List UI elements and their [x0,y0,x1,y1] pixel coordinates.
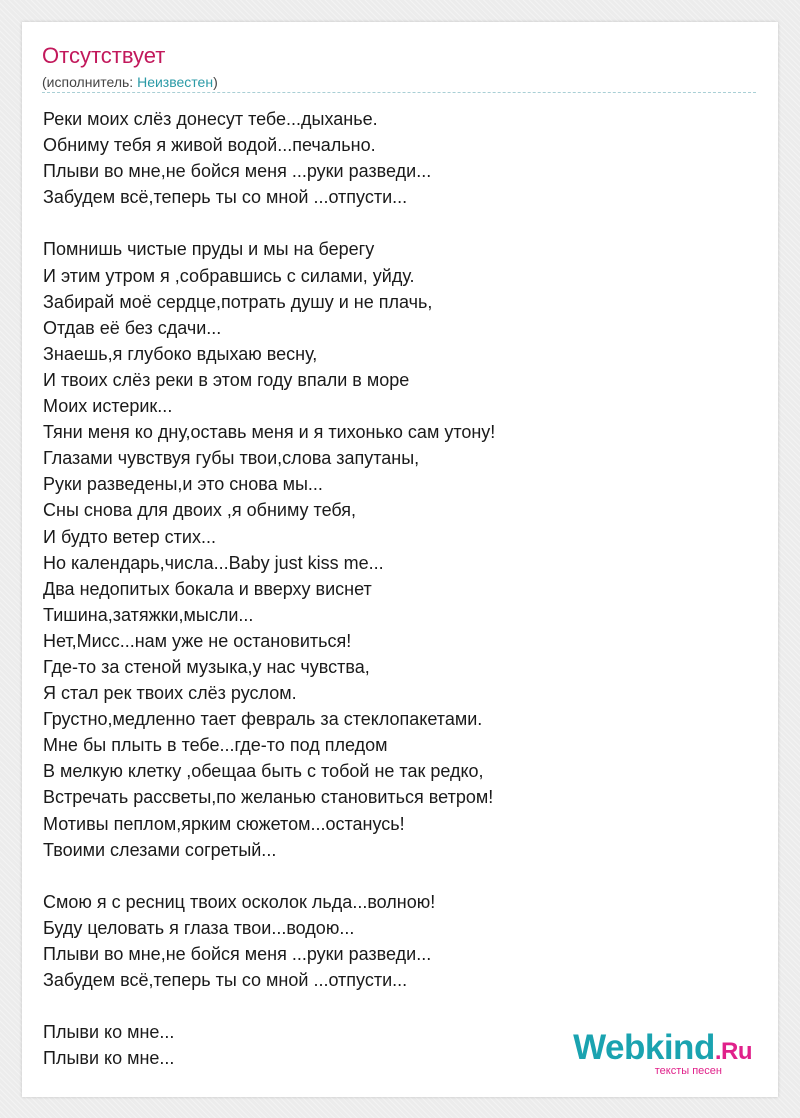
lyric-line: Смою я с ресниц твоих осколок льда...волною! [43,891,436,912]
lyric-line: Обниму тебя я живой водой...печально. [43,135,376,156]
lyric-line: Забирай моё сердце,потрать душу и не плачь, [43,291,433,312]
lyric-line: И этим утром я ,собравшись с силами, уйду. [43,265,415,286]
logo-domain-text: .Ru [714,1038,752,1065]
artist-prefix: (исполнитель: [42,74,138,90]
title-divider [42,92,756,93]
song-title: Отсутствует [42,43,166,68]
lyric-line: Сны снова для двоих ,я обниму тебя, [43,500,357,521]
lyric-line: Забудем всё,теперь ты со мной ...отпусти... [43,187,408,208]
stanza-break [43,993,763,1019]
lyrics-page [22,22,778,1097]
artist-link[interactable]: Неизвестен [137,74,214,90]
logo-wordmark [573,1030,752,1070]
lyric-line: В мелкую клетку ,обещаа быть с тобой не так редко, [43,761,484,782]
artist-suffix: ) [213,74,218,90]
lyric-line: Тишина,затяжки,мысли... [43,604,254,625]
lyric-line: Два недопитых бокала и вверху виснет [43,578,372,599]
stanza-break [43,863,763,889]
stanza-break [43,210,763,236]
lyric-line: Помнишь чистые пруды и мы на берегу [43,239,375,260]
logo-tagline: тексты песен [654,1065,722,1077]
lyric-line: И будто ветер стих... [43,526,216,547]
lyric-line: Глазами чувствуя губы твои,слова запутаны, [43,448,420,469]
lyric-line: Но календарь,числа...Baby just kiss me... [43,552,384,573]
lyric-line: Плыви ко мне... [43,1022,175,1043]
lyric-line: Буду целовать я глаза твои...водою... [43,917,355,938]
lyric-line: Отдав её без сдачи... [43,317,222,338]
lyric-line: Знаешь,я глубоко вдыхаю весну, [43,343,318,364]
lyric-line: Где-то за стеной музыка,у нас чувства, [43,656,370,677]
lyric-line: Нет,Мисс...нам уже не остановиться! [43,630,352,651]
lyric-line: Мне бы плыть в тебе...где-то под пледом [43,735,388,756]
lyric-line: Руки разведены,и это снова мы... [43,474,323,495]
lyric-line: Реки моих слёз донесут тебе...дыханье. [43,109,378,129]
lyric-line: Твоими слезами согретый... [43,839,277,860]
artist-line [42,73,218,91]
lyric-line: Моих истерик... [43,396,173,417]
lyric-line: Я стал рек твоих слёз руслом. [43,683,297,704]
lyric-line: Забудем всё,теперь ты со мной ...отпусти... [43,970,408,991]
lyrics-body [43,106,763,1071]
lyric-line: Тяни меня ко дну,оставь меня и я тихонько сам утону! [43,422,496,443]
lyric-line: Плыви во мне,не бойся меня ...руки разведи... [43,944,432,964]
lyric-line: Встречать рассветы,по желанью становиться ветром! [43,787,494,808]
logo-brand-text: Webkind [573,1028,715,1067]
lyric-line: И твоих слёз реки в этом году впали в море [43,369,410,390]
lyric-line: Мотивы пеплом,ярким сюжетом...останусь! [43,813,405,834]
lyric-line: Грустно,медленно тает февраль за стеклопакетами. [43,709,483,730]
lyric-line: Плыви ко мне... [43,1048,175,1069]
webkind-logo [573,1030,752,1077]
lyric-line: Плыви во мне,не бойся меня ...руки разведи... [43,161,432,182]
